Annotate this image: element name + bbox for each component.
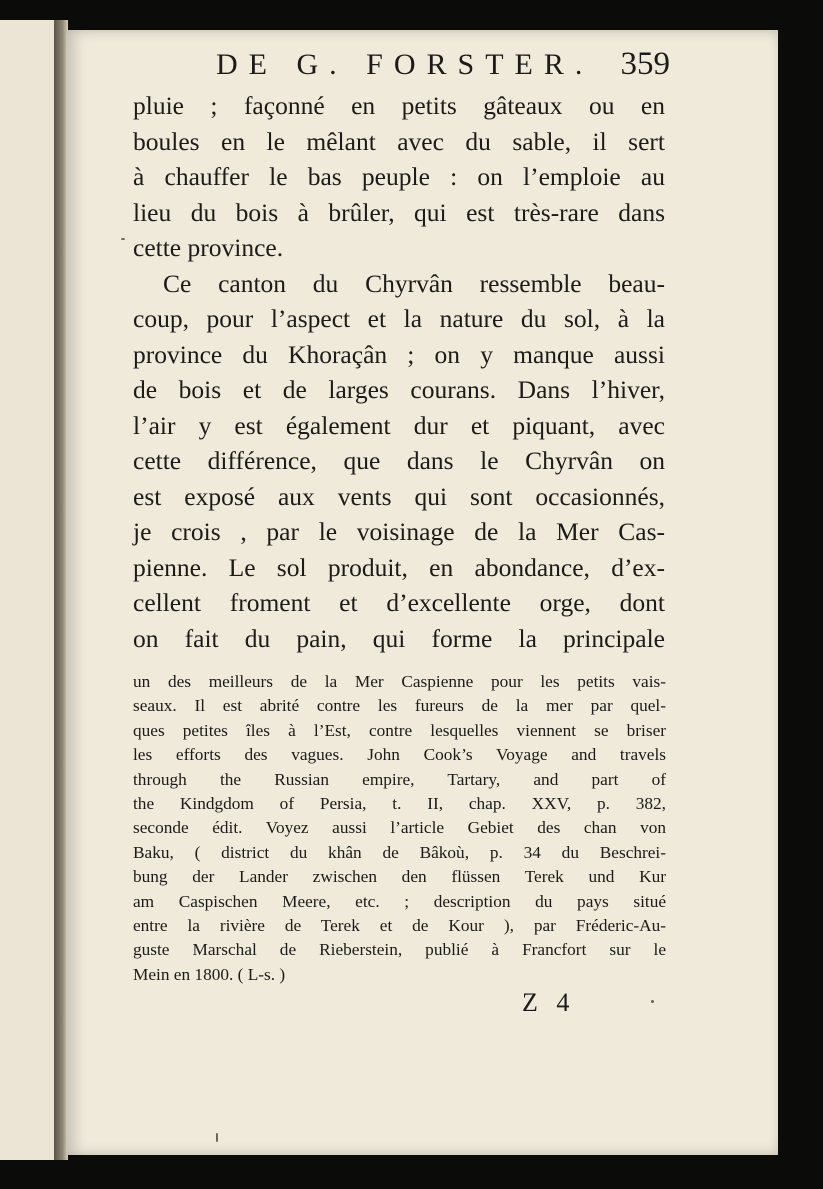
footnote-line: seaux. Il est abrité contre les fureurs de la mer par quel-: [133, 696, 666, 716]
footnote-line: entre la rivière de Terek et de Kour ), par Fréderic-Au-: [133, 915, 666, 935]
paper-speck: [121, 238, 125, 240]
footnote-line: guste Marschal de Rieberstein, publié à Francfort sur le: [133, 940, 666, 960]
footnote-line: bung der Lander zwischen den flüssen Terek und Kur: [133, 867, 666, 887]
body-line: est exposé aux vents qui sont occasionnés,: [133, 481, 665, 511]
book-page: [66, 30, 778, 1155]
footnote-line: ques petites îles à l’Est, contre lesquelles viennent se briser: [133, 720, 666, 740]
page-number: 359: [620, 46, 670, 82]
body-line: l’air y est également dur et piquant, avec: [133, 410, 665, 440]
footnote-line: am Caspischen Meere, etc. ; description du pays situé: [133, 891, 666, 911]
facing-page-edge: [0, 20, 56, 1160]
footnote-line: les efforts des vagues. John Cook’s Voyage and travels: [133, 745, 666, 765]
body-line: cette différence, que dans le Chyrvân on: [133, 446, 665, 475]
body-line: boules en le mêlant avec du sable, il sert: [133, 126, 665, 156]
body-line: à chauffer le bas peuple : on l’emploie au: [133, 162, 665, 191]
paper-speck: [651, 1000, 654, 1003]
body-line: coup, pour l’aspect et la nature du sol, à la: [133, 304, 665, 333]
footnote-line: seconde édit. Voyez aussi l’article Gebiet des chan von: [133, 818, 666, 838]
body-line: je crois , par le voisinage de la Mer Cas-: [133, 517, 665, 546]
footnote-line: the Kindgdom of Persia, t. II, chap. XXV, p. 382,: [133, 793, 666, 813]
body-line: Ce canton du Chyrvân ressemble beau-: [163, 268, 665, 298]
body-line: pluie ; façonné en petits gâteaux ou en: [133, 91, 665, 120]
body-line: cellent froment et d’excellente orge, dont: [133, 588, 665, 617]
body-line: pienne. Le sol produit, en abondance, d’ex-: [133, 552, 665, 582]
signature-mark: Z 4: [522, 988, 576, 1017]
body-line: lieu du bois à brûler, qui est très-rare dans: [133, 197, 665, 227]
body-line: province du Khoraçân ; on y manque aussi: [133, 339, 665, 369]
footnote-line: Baku, ( district du khân de Bâkoù, p. 34 du Beschrei-: [133, 842, 666, 862]
body-line: cette province.: [133, 233, 284, 262]
footnote-line: through the Russian empire, Tartary, and part of: [133, 769, 666, 789]
body-line: de bois et de larges courans. Dans l’hiver,: [133, 375, 665, 404]
paper-speck: [216, 1133, 218, 1142]
body-text: [133, 88, 665, 656]
footnote-line: un des meilleurs de la Mer Caspienne pour les petits vais-: [133, 672, 666, 691]
running-head: DE G. FORSTER.: [216, 48, 594, 81]
footnote: [133, 670, 666, 987]
footnote-line: Mein en 1800. ( L-s. ): [133, 964, 286, 984]
body-line: on fait du pain, qui forme la principale: [133, 623, 665, 653]
